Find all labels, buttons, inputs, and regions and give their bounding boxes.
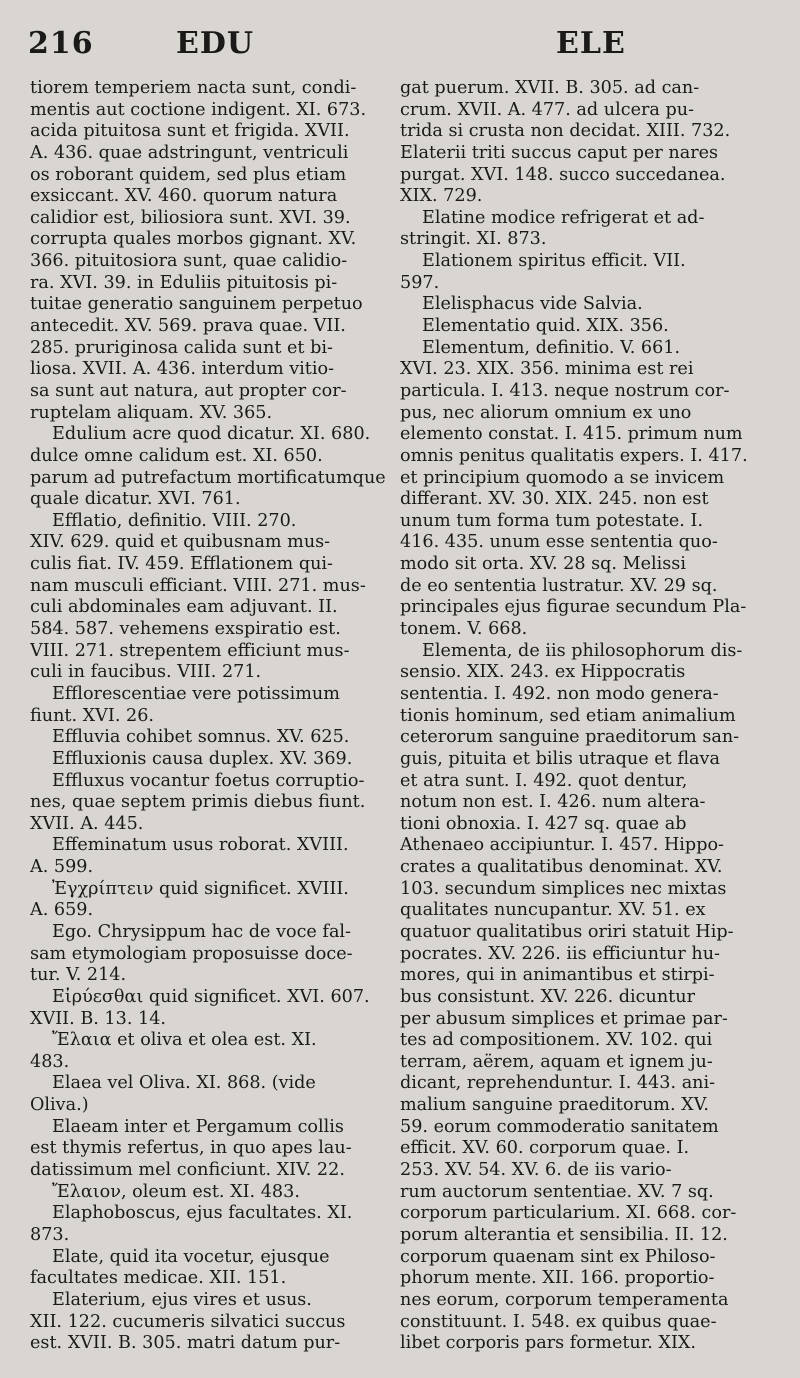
left-column-line: XII. 122. cucumeris silvatici succus <box>30 1311 346 1332</box>
left-column-line: tuitae generatio sanguinem perpetuo <box>30 294 363 315</box>
left-column-line: Ἔλαιον, oleum est. XI. 483. <box>52 1181 300 1202</box>
right-column-line: efficit. XV. 60. corporum quae. I. <box>400 1138 690 1159</box>
right-column-line: tonem. V. 668. <box>400 619 528 640</box>
left-column-line: A. 436. quae adstringunt, ventriculi <box>30 142 349 163</box>
left-column-line: Oliva.) <box>30 1095 89 1116</box>
right-column-line: de eo sententia lustratur. XV. 29 sq. <box>400 575 718 596</box>
right-column-line: 103. secundum simplices nec mixtas <box>400 878 727 899</box>
left-column-line: calidior est, biliosiora sunt. XVI. 39. <box>30 207 351 228</box>
right-column-line: quatuor qualitatibus oriri statuit Hip- <box>400 921 734 942</box>
left-column-line: culis fiat. IV. 459. Efflationem qui- <box>30 554 334 575</box>
left-column-line: Effeminatum usus roborat. XVIII. <box>52 835 349 856</box>
left-column-line: culi abdominales eam adjuvant. II. <box>30 597 338 618</box>
right-column-line: terram, aërem, aquam et ignem ju- <box>400 1051 713 1072</box>
right-column-line: ceterorum sanguine praeditorum san- <box>400 727 740 748</box>
right-column-line: dicant, reprehenduntur. I. 443. ani- <box>400 1073 716 1094</box>
right-column-line: 597. <box>400 272 440 293</box>
left-column-line: est thymis refertus, in quo apes lau- <box>30 1138 352 1159</box>
left-column-line: ra. XVI. 39. in Eduliis pituitosis pi- <box>30 272 338 293</box>
left-running-heading: EDU <box>176 26 255 61</box>
right-column-line: particula. I. 413. neque nostrum cor- <box>400 380 730 401</box>
left-column-line: Efflatio, definitio. VIII. 270. <box>52 510 297 531</box>
left-column-line: sa sunt aut natura, aut propter cor- <box>30 380 347 401</box>
right-column-line: purgat. XVI. 148. succo succedanea. <box>400 164 726 185</box>
left-column-line: 483. <box>30 1051 70 1072</box>
left-column-line: ruptelam aliquam. XV. 365. <box>30 402 273 423</box>
right-column-line: XVI. 23. XIX. 356. minima est rei <box>400 359 694 380</box>
right-column-line: XIX. 729. <box>400 186 483 207</box>
right-column-line: notum non est. I. 426. num altera- <box>400 792 706 813</box>
right-column-line: Elementatio quid. XIX. 356. <box>422 316 669 337</box>
left-column-line: sam etymologiam proposuisse doce- <box>30 943 353 964</box>
right-column-line: Athenaeo accipiuntur. I. 457. Hippo- <box>400 835 724 856</box>
left-column-line: Effluxionis causa duplex. XV. 369. <box>52 748 353 769</box>
left-column-line: liosa. XVII. A. 436. interdum vitio- <box>30 359 335 380</box>
left-column-line: dulce omne calidum est. XI. 650. <box>30 445 323 466</box>
right-column-line: bus consistunt. XV. 226. dicuntur <box>400 986 695 1007</box>
left-column-line: Elaterium, ejus vires et usus. <box>52 1289 312 1310</box>
right-running-heading: ELE <box>556 26 626 61</box>
left-column-line: mentis aut coctione indigent. XI. 673. <box>30 99 367 120</box>
right-column-line: malium sanguine praeditorum. XV. <box>400 1095 709 1116</box>
left-column-line: Ἐγχρίπτειν quid significet. XVIII. <box>52 878 349 899</box>
right-column-line: per abusum simplices et primae par- <box>400 1008 728 1029</box>
right-column-line: gat puerum. XVII. B. 305. ad can- <box>400 78 700 98</box>
right-column-line: 253. XV. 54. XV. 6. de iis vario- <box>400 1160 672 1181</box>
right-column-line: 59. eorum commoderatio sanitatem <box>400 1116 719 1137</box>
left-column-line: XVII. B. 13. 14. <box>30 1008 166 1029</box>
left-column-line: corrupta quales morbos gignant. XV. <box>30 229 357 250</box>
right-column-line: principales ejus figurae secundum Pla- <box>400 597 747 618</box>
left-column-line: acida pituitosa sunt et frigida. XVII. <box>30 121 350 142</box>
right-column-line: Elaterii triti succus caput per nares <box>400 142 719 163</box>
left-column <box>30 78 398 1355</box>
right-column-line: pocrates. XV. 226. iis efficiuntur hu- <box>400 943 720 964</box>
left-column-line: Effluxus vocantur foetus corruptio- <box>52 770 365 791</box>
right-column-line: corporum quaenam sint ex Philoso- <box>400 1246 716 1267</box>
left-column-line: fiunt. XVI. 26. <box>30 705 154 726</box>
left-column-line: A. 659. <box>30 900 94 921</box>
left-column-line: datissimum mel conficiunt. XIV. 22. <box>30 1160 345 1181</box>
left-column-line: nes, quae septem primis diebus fiunt. <box>30 792 366 813</box>
left-column-line: facultates medicae. XII. 151. <box>30 1268 287 1289</box>
right-column-line: 416. 435. unum esse sententia quo- <box>400 532 718 553</box>
right-column-line: sensio. XIX. 243. ex Hippocratis <box>400 662 686 683</box>
right-column-line: Elementa, de iis philosophorum dis- <box>422 640 743 661</box>
right-column-line: crum. XVII. A. 477. ad ulcera pu- <box>400 99 695 120</box>
right-column-line: qualitates nuncupantur. XV. 51. ex <box>400 900 706 921</box>
right-column-line: pus, nec aliorum omnium ex uno <box>400 402 692 423</box>
right-column-line: phorum mente. XII. 166. proportio- <box>400 1268 715 1289</box>
right-column-line: Elatine modice refrigerat et ad- <box>422 207 705 228</box>
right-column-line: modo sit orta. XV. 28 sq. Melissi <box>400 554 686 575</box>
left-column-line: 285. pruriginosa calida sunt et bi- <box>30 337 333 358</box>
left-column-line: XVII. A. 445. <box>30 813 144 834</box>
right-column-line: corporum particularium. XI. 668. cor- <box>400 1203 737 1224</box>
left-column-line: antecedit. XV. 569. prava quae. VII. <box>30 316 346 337</box>
right-column-line: crates a qualitatibus denominat. XV. <box>400 857 723 878</box>
left-column-line: parum ad putrefactum mortificatumque <box>30 467 386 488</box>
right-column-line: Elementum, definitio. V. 661. <box>422 337 681 358</box>
left-column-line: tiorem temperiem nacta sunt, condi- <box>30 78 357 98</box>
right-column-line: tioni obnoxia. I. 427 sq. quae ab <box>400 813 687 834</box>
right-column-line: Elelisphacus vide Salvia. <box>422 294 643 315</box>
right-column-line: constituunt. I. 548. ex quibus quae- <box>400 1311 717 1332</box>
right-column-line: rum auctorum sententiae. XV. 7 sq. <box>400 1181 714 1202</box>
right-column-line: omnis penitus qualitatis expers. I. 417. <box>400 445 748 466</box>
left-column-line: os roborant quidem, sed plus etiam <box>30 164 347 185</box>
right-column <box>400 78 768 1355</box>
right-column-line: guis, pituita et bilis utraque et flava <box>400 748 720 769</box>
right-column-line: stringit. XI. 873. <box>400 229 547 250</box>
page-header <box>0 18 800 72</box>
left-column-line: A. 599. <box>30 857 94 878</box>
left-column-line: Effluvia cohibet somnus. XV. 625. <box>52 727 350 748</box>
left-column-line: 366. pituitosiora sunt, quae calidio- <box>30 251 348 272</box>
left-column-line: 873. <box>30 1224 70 1245</box>
right-column-line: libet corporis pars formetur. XIX. <box>400 1333 697 1354</box>
right-column-line: porum alterantia et sensibilia. II. 12. <box>400 1224 728 1245</box>
page-number: 216 <box>28 26 94 61</box>
left-column-line: Elaeam inter et Pergamum collis <box>52 1116 344 1137</box>
left-column-line: Εἰρύεσθαι quid significet. XVI. 607. <box>52 986 370 1007</box>
right-column-line: Elationem spiritus efficit. VII. <box>422 251 686 272</box>
left-column-line: quale dicatur. XVI. 761. <box>30 489 241 510</box>
left-column-line: VIII. 271. strepentem efficiunt mus- <box>30 640 350 661</box>
left-column-line: XIV. 629. quid et quibusnam mus- <box>30 532 331 553</box>
right-column-line: unum tum forma tum potestate. I. <box>400 510 704 531</box>
left-column-line: 584. 587. vehemens exspiratio est. <box>30 619 341 640</box>
right-column-line: tionis hominum, sed etiam animalium <box>400 705 736 726</box>
right-column-line: et principium quomodo a se invicem <box>400 467 725 488</box>
right-column-line: sententia. I. 492. non modo genera- <box>400 683 719 704</box>
left-column-line: exsiccant. XV. 460. quorum natura <box>30 186 338 207</box>
left-column-line: tur. V. 214. <box>30 965 127 986</box>
right-column-line: et atra sunt. I. 492. quot dentur, <box>400 770 688 791</box>
left-column-line: Ἔλαια et oliva et olea est. XI. <box>52 1030 317 1051</box>
right-column-line: differant. XV. 30. XIX. 245. non est <box>400 489 709 510</box>
left-column-line: Edulium acre quod dicatur. XI. 680. <box>52 424 371 445</box>
left-column-line: Elaphoboscus, ejus facultates. XI. <box>52 1203 353 1224</box>
left-column-line: Elaea vel Oliva. XI. 868. (vide <box>52 1073 316 1094</box>
right-column-line: nes eorum, corporum temperamenta <box>400 1289 729 1310</box>
right-column-line: trida si crusta non decidat. XIII. 732. <box>400 121 731 142</box>
left-column-line: Efflorescentiae vere potissimum <box>52 683 340 704</box>
right-column-line: elemento constat. I. 415. primum num <box>400 424 743 445</box>
left-column-line: Elate, quid ita vocetur, ejusque <box>52 1246 330 1267</box>
right-column-line: tes ad compositionem. XV. 102. qui <box>400 1030 713 1051</box>
right-column-line: mores, qui in animantibus et stirpi- <box>400 965 715 986</box>
left-column-line: Ego. Chrysippum hac de voce fal- <box>52 921 351 942</box>
left-column-line: nam musculi efficiant. VIII. 271. mus- <box>30 575 366 596</box>
left-column-line: est. XVII. B. 305. matri datum pur- <box>30 1333 341 1354</box>
left-column-line: culi in faucibus. VIII. 271. <box>30 662 262 683</box>
